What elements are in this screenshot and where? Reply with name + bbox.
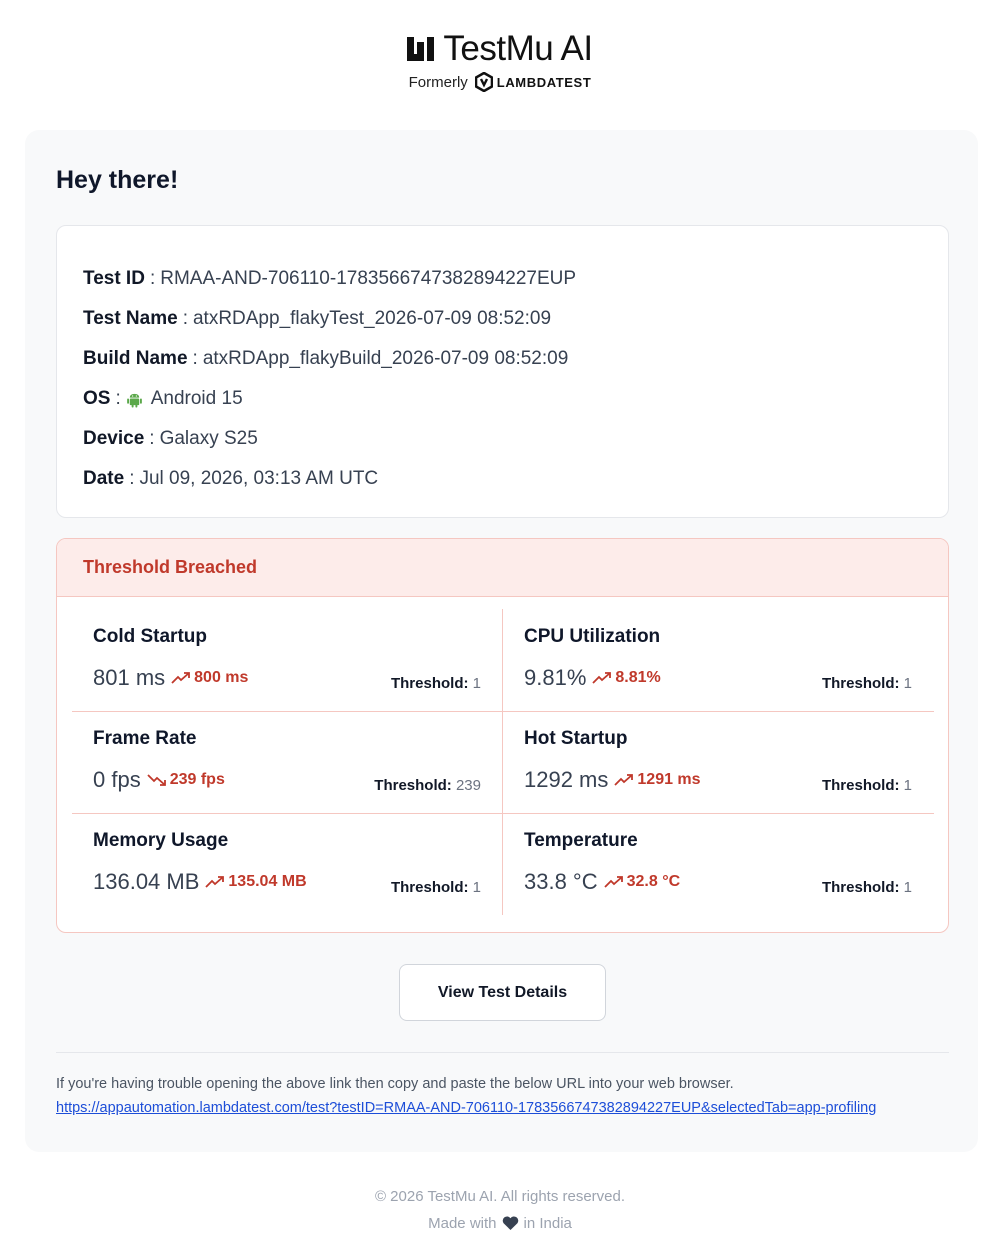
threshold-label: Threshold: [390,675,469,692]
metric-threshold [822,777,912,794]
trouble-text: If you're having trouble opening the above link then copy and paste the below URL into your web browser. [56,1076,734,1092]
metric-delta [604,873,681,891]
metric-value-group [524,665,661,691]
threshold-alert-panel [56,538,949,933]
metric-value-group [524,869,680,895]
metric-memory-usage [72,813,502,915]
metric-delta [147,771,225,789]
metric-threshold [822,879,912,896]
date-row [83,459,922,499]
metric-value-group [93,767,225,793]
date-value: Jul 09, 2026, 03:13 AM UTC [139,468,379,489]
test-info-panel [56,225,949,518]
testmu-logo-icon [407,34,435,64]
metric-value: 1292 ms [524,767,609,792]
metric-delta-value: 32.8 °C [626,873,681,890]
threshold-value: 1 [903,879,912,896]
test-id-label: Test ID [83,268,145,289]
trend-up-icon [614,774,634,786]
separator: : [115,388,121,409]
separator: : [149,428,155,449]
trend-up-icon [592,672,612,684]
test-id-value: RMAA-AND-706110-1783566747382894227EUP [160,268,577,289]
metric-delta [592,669,660,687]
os-value: Android 15 [150,388,243,409]
metric-delta-value: 8.81% [615,669,661,686]
divider [56,1052,949,1053]
metric-name: Cold Startup [93,626,207,647]
made-prefix: Made with [428,1215,497,1232]
threshold-value: 1 [472,879,481,896]
metric-value: 0 fps [93,767,141,792]
threshold-value: 1 [472,675,481,692]
separator: : [149,268,156,289]
android-icon [126,391,143,408]
metric-threshold [822,675,912,692]
metric-threshold [374,777,481,794]
test-name-row [83,299,922,339]
metric-name: Hot Startup [524,728,628,749]
separator: : [182,308,188,329]
test-name-value: atxRDApp_flakyTest_2026-07-09 08:52:09 [192,308,552,329]
email-header [0,0,1000,130]
formerly-label: Formerly [408,73,468,91]
metric-value: 801 ms [93,665,166,690]
test-name-label: Test Name [83,308,178,329]
build-name-label: Build Name [83,348,188,369]
separator: : [129,468,135,489]
threshold-label: Threshold: [821,777,900,794]
lambdatest-logo-icon [475,72,493,92]
lambdatest-logo [475,72,592,92]
trend-up-icon [171,672,191,684]
alert-header [57,539,948,597]
metric-name: Frame Rate [93,728,197,749]
metric-delta [614,771,700,789]
metric-name: Memory Usage [93,830,229,851]
threshold-label: Threshold: [821,675,900,692]
copyright-text: © 2026 TestMu AI. All rights reserved. [374,1188,626,1205]
trend-up-icon [205,876,225,888]
metric-value: 33.8 °C [524,869,598,894]
metric-delta-value: 1291 ms [637,771,701,788]
metric-value-group [93,665,248,691]
threshold-label: Threshold: [374,777,452,794]
threshold-value: 239 [455,777,481,794]
made-with-line [0,1215,1000,1232]
metric-value: 9.81% [524,665,587,690]
device-row [83,419,922,459]
view-test-details-button[interactable]: View Test Details [399,964,606,1021]
threshold-label: Threshold: [390,879,469,896]
metric-name: CPU Utilization [524,626,661,647]
device-value: Galaxy S25 [159,428,258,449]
metric-delta [171,669,248,687]
separator: : [192,348,198,369]
email-card [25,130,978,1152]
metric-value: 136.04 MB [93,869,200,894]
metric-delta-value: 800 ms [194,669,249,686]
trend-down-icon [147,774,167,786]
metric-name: Temperature [524,830,638,851]
build-name-value: atxRDApp_flakyBuild_2026-07-09 08:52:09 [202,348,569,369]
os-label: OS [83,388,111,409]
trend-up-icon [604,876,624,888]
alert-title: Threshold Breached [83,557,258,577]
threshold-label: Threshold: [821,879,900,896]
metric-threshold [391,675,481,692]
metric-frame-rate [72,711,502,813]
made-suffix: in India [523,1215,572,1232]
formerly-row [0,72,1000,92]
os-row [83,379,922,419]
date-label: Date [83,468,125,489]
metric-value-group [524,767,701,793]
metric-cold-startup [72,609,502,711]
metric-threshold [391,879,481,896]
brand-name: TestMu AI [443,29,593,68]
greeting-heading: Hey there! [56,166,179,194]
metric-hot-startup [503,711,933,813]
build-name-row [83,339,922,379]
metric-cpu-utilization [503,609,933,711]
threshold-value: 1 [903,675,912,692]
lambdatest-wordmark: LAMBDATEST [496,74,592,90]
metric-value-group [93,869,307,895]
threshold-value: 1 [903,777,912,794]
heart-icon [502,1216,519,1231]
device-label: Device [83,428,145,449]
test-id-row [83,259,922,299]
metric-delta-value: 239 fps [169,771,225,788]
test-url-link[interactable]: https://appautomation.lambdatest.com/test?testID=RMAA-AND-706110-1783566747382894227EUP&selectedTab=app-profiling [56,1100,877,1116]
metric-delta [205,873,306,891]
brand-logo [0,30,1000,68]
metric-temperature [503,813,933,915]
metric-delta-value: 135.04 MB [228,873,307,890]
